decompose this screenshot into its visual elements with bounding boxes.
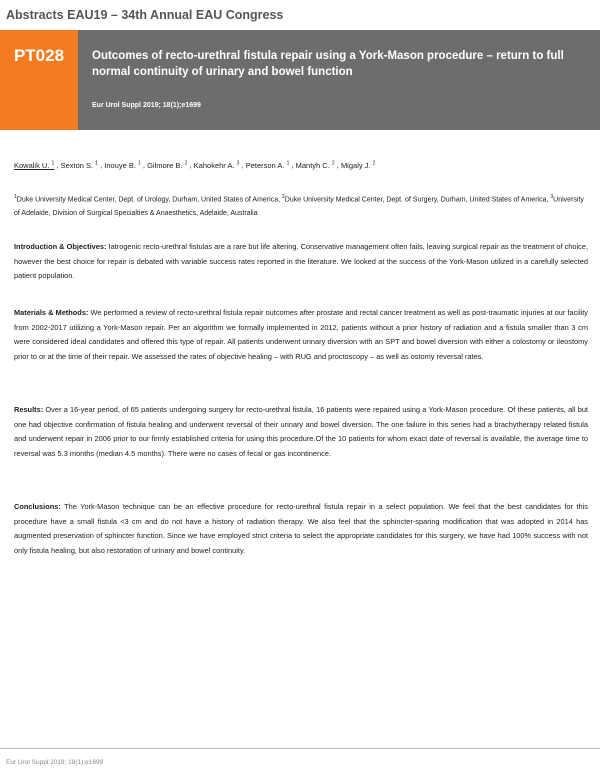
author: Gilmore B. $^2$ [147,160,188,170]
author: Kahokehr A. $^3$ [193,160,240,170]
title-panel [78,30,600,130]
author-list: Kowalik U. $^1$ , Sexton S. $^1$ , Inouye B. $^1$ , Gilmore B. $^2$ , Kahokehr A. $^3$ , Peterson A. $^1$ , Mantyh C. $^2$ , Migaly J. $^2$ [14,160,376,170]
author: Kowalik U. $^1$ [14,160,55,170]
footer-citation: Eur Urol Suppl 2019; 18(1);e1699 [6,759,104,766]
page-footer [0,748,600,766]
results-section: Results: Over a 16-year period, of 65 patients undergoing surgery for recto-urethral fistula, 16 patients were repaired using a York-Mason procedure. Of these patients, all but one had objective confirmation of fistula healing and underwent reversal of their urinary and bowel diversion. The one failure in this series had a brachytherapy related fistula and underwent repair in 2006 prior to our firmly established criteria for using this procedure.Of the 10 patients for whom exact date of reversal is available, the average time to reversal was 5.3 months (median 4.5 months). There were no cases of fecal or gas incontinence. [14,405,588,458]
abstract-title: Outcomes of recto-urethral fistula repair using a York-Mason procedure – return to full normal continuity of urinary and bowel function [92,50,564,78]
author: Peterson A. $^1$ [245,160,290,170]
methods-section: Materials & Methods: We performed a review of recto-urethral fistula repair outcomes after prostate and rectal cancer treatment as well as post-traumatic injuries at our facility from 2002-2017 utilizing a York-Mason repair. Per an algorithm we formally implemented in 2012, patients without a prior history of radiation and a fistula smaller than 3 cm were considered ideal candidates and offered this type of repair. All patients underwent urinary diversion with an SPT and bowel diversion with either a colostomy or ileostomy prior to or at the time of their repair. We assessed the rates of objective healing – with RUG and proctoscopy – as well as ostomy reversal rates. [14,308,588,361]
running-header: Abstracts EAU19 – 34th Annual EAU Congress [6,8,284,22]
introduction-section: Introduction & Objectives: Iatrogenic recto-urethral fistulas are a rare but life altering. Conservative management often fails, leaving surgical repair as the treatment of choice, however the best choice for repair is debated with variable success rates reported in the literature. We looked at the success of the York-Mason utilized in a carefully selected patient population. [14,242,589,280]
conclusions-section: Conclusions: The York-Mason technique can be an effective procedure for recto-urethral fistula repair in a select population. We feel that the best candidates for this procedure have a small fistula <3 cm and do not have a history of radiation therapy. We also feel that the sphincter-sparing modification that was adopted in 2014 has augmented preservation of sphincter function. Since we have employed strict criteria to select the appropriate candidates for this surgery, we have had 100% success with not only fistula healing, but also restoration of urinary and bowel continuity. [14,502,588,555]
author: Sexton S. $^1$ [60,160,98,170]
author: Mantyh C. $^2$ [295,160,335,170]
abstract-header [0,30,600,130]
journal-citation: Eur Urol Suppl 2019; 18(1);e1699 [92,102,201,109]
author: Migaly J. $^2$ [340,160,376,170]
author: Inouye B. $^1$ [104,160,141,170]
affiliations: $^1$Duke University Medical Center, Dept. of Urology, Durham, United States of America, $^2$Duke University Medical Center, Dept. of Surgery, Durham, United States of America, $^3$University of Adelaide, Division of Surgical Specialties & Anaesthetics, Adelaide, Australia [14,194,584,218]
abstract-code: PT028 [0,30,78,130]
